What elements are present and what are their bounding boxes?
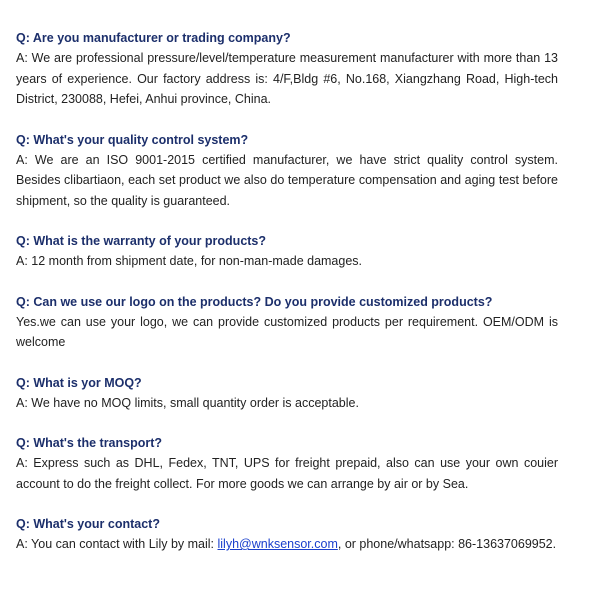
faq-question: Q: Can we use our logo on the products? Do you provide customized products?: [16, 294, 493, 309]
faq-question: Q: What is yor MOQ?: [16, 375, 142, 390]
faq-item-contact: [16, 514, 558, 555]
faq-question: Q: What's the transport?: [16, 436, 163, 450]
faq-answer: A: We are professional pressure/level/temperature measurement manufacturer with more than 13 years of experience. Our factory address is: 4/F,Bldg #6, No.168, Xiangzhang Road, High-tech District, 230088, Hefei, Anhui province, China.: [16, 51, 558, 106]
faq-item-logo: [16, 292, 558, 353]
faq-answer: A: We have no MOQ limits, small quantity order is acceptable.: [16, 395, 359, 410]
faq-question: Q: What's your contact?: [16, 517, 160, 531]
faq-question: Q: Are you manufacturer or trading company?: [16, 31, 291, 45]
faq-answer: [16, 534, 558, 555]
faq-answer: Yes.we can use your logo, we can provide customized products per requirement. OEM/ODM is welcome: [16, 314, 558, 349]
faq-item-warranty: [16, 231, 558, 272]
email-link[interactable]: lilyh@wnksensor.com: [217, 537, 338, 551]
faq-question: Q: What is the warranty of your products?: [16, 234, 267, 248]
faq-item-transport: [16, 433, 558, 494]
faq-item-moq: [16, 373, 558, 414]
faq-item-quality-control: [16, 130, 558, 212]
faq-answer: A: We are an ISO 9001-2015 certified manufacturer, we have strict quality control system. Besides clibartiaon, each set product we also do temperature compensation and aging test before shipment, so the quality is guaranteed.: [16, 152, 558, 208]
contact-answer-before: A: You can contact with Lily by mail:: [16, 537, 218, 551]
faq-question: Q: What's your quality control system?: [16, 132, 249, 147]
faq-answer: A: Express such as DHL, Fedex, TNT, UPS for freight prepaid, also can use your own couier account to do the freight collect. For more goods we can arrange by air or by Sea.: [16, 456, 558, 491]
contact-answer-after: , or phone/whatsapp: 86-13637069952.: [337, 537, 557, 551]
faq-answer: A: 12 month from shipment date, for non-man-made damages.: [16, 254, 363, 268]
faq-section: [16, 28, 558, 575]
faq-item-manufacturer: [16, 28, 558, 110]
